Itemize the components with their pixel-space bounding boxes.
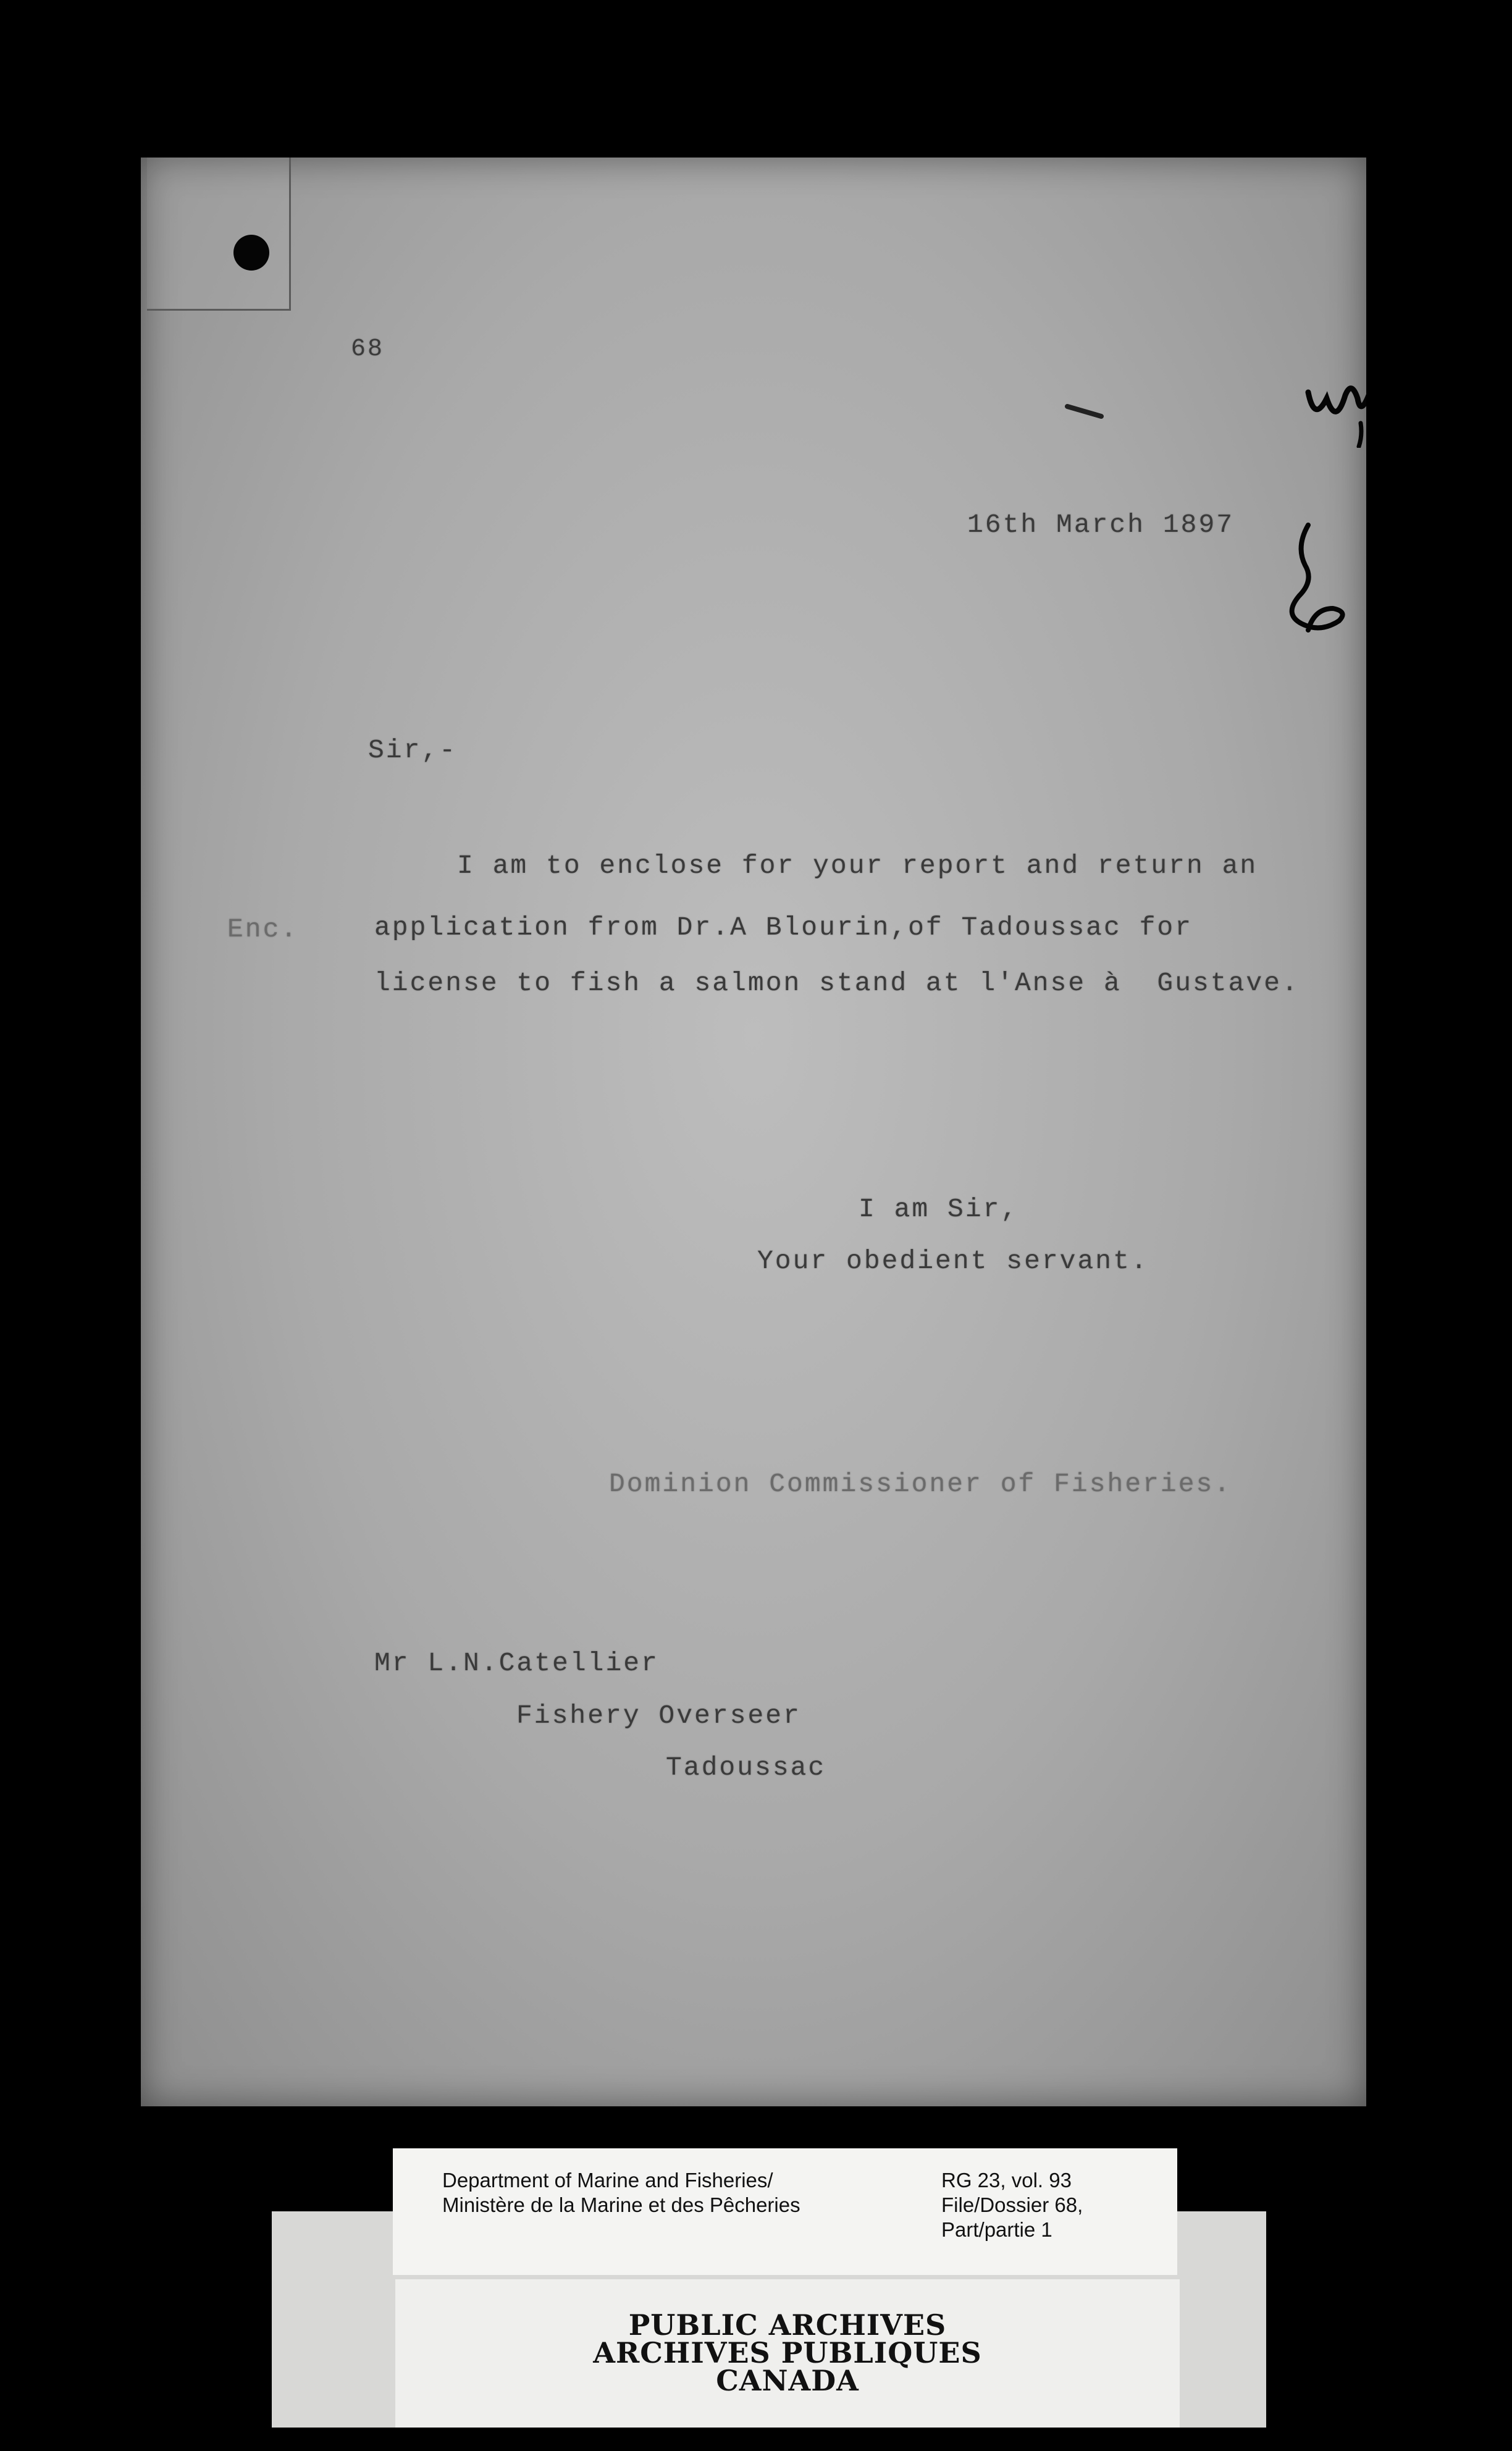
addressee-name: Mr L.N.Catellier bbox=[374, 1648, 659, 1678]
binder-tab bbox=[147, 158, 291, 311]
letter-page bbox=[141, 158, 1366, 2106]
margin-note-enclosure: Enc. bbox=[227, 914, 299, 944]
stamp-line-1: PUBLIC ARCHIVES bbox=[628, 2308, 947, 2342]
file-number: 68 bbox=[351, 335, 385, 363]
body-line-3: license to fish a salmon stand at l'Anse à Gustave. bbox=[374, 968, 1300, 998]
body-line-1: I am to enclose for your report and return an bbox=[457, 851, 1258, 881]
letter-date: 16th March 1897 bbox=[967, 510, 1235, 540]
signature-title: Dominion Commissioner of Fisheries. bbox=[609, 1469, 1232, 1499]
reference-line-2: File/Dossier 68, bbox=[941, 2193, 1083, 2216]
addressee-title: Fishery Overseer bbox=[516, 1701, 801, 1731]
closing-line-1: I am Sir, bbox=[859, 1194, 1019, 1224]
reference-line-3: Part/partie 1 bbox=[941, 2218, 1052, 2241]
addressee-location: Tadoussac bbox=[666, 1752, 826, 1783]
stamp-line-3: CANADA bbox=[716, 2364, 859, 2397]
reference-line-1: RG 23, vol. 93 bbox=[941, 2169, 1072, 2192]
handwritten-mark-top bbox=[1302, 355, 1366, 448]
stamp-line-2: ARCHIVES PUBLIQUES bbox=[593, 2336, 982, 2369]
salutation: Sir,- bbox=[368, 735, 458, 765]
pencil-dash-mark bbox=[1064, 401, 1107, 420]
binder-hole bbox=[233, 235, 269, 271]
department-line-2: Ministère de la Marine et des Pêcheries bbox=[442, 2193, 800, 2216]
closing-line-2: Your obedient servant. bbox=[757, 1246, 1149, 1276]
archive-reference-label bbox=[393, 2148, 1177, 2275]
archive-stamp bbox=[395, 2279, 1180, 2428]
department-line-1: Department of Marine and Fisheries/ bbox=[442, 2169, 773, 2192]
handwritten-mark-side bbox=[1271, 522, 1351, 658]
body-line-2: application from Dr.A Blourin,of Tadoussac for bbox=[374, 912, 1193, 943]
